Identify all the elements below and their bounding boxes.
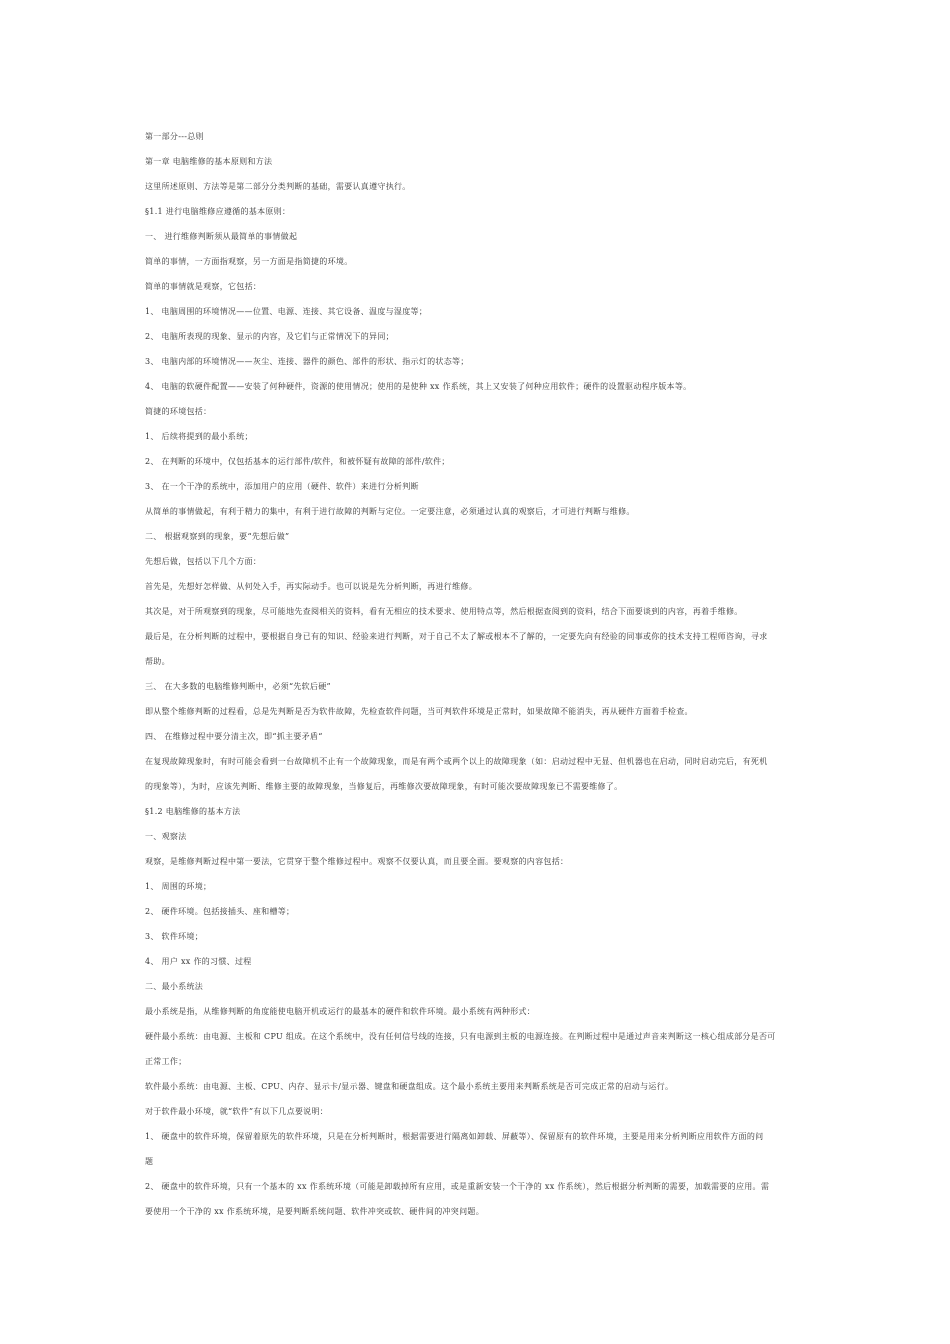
text-line: 二、最小系统法 xyxy=(145,982,204,991)
text-line: 简单的事情，一方面指观察，另一方面是指简捷的环境。 xyxy=(145,257,353,266)
text-line: 第一部分---总则 xyxy=(145,132,204,141)
text-line: 题 xyxy=(145,1157,154,1166)
text-line: 首先是，先想好怎样做、从何处入手，再实际动手。也可以说是先分析判断，再进行维修。 xyxy=(145,582,477,591)
text-line: 其次是，对于所观察到的现象，尽可能地先查阅相关的资料，看有无相应的技术要求、使用特点等，然后根据查阅到的资料，结合下面要谈到的内容，再着手维修。 xyxy=(145,607,743,616)
text-line: 一、观察法 xyxy=(145,832,187,841)
text-line: 简单的事情就是观察，它包括： xyxy=(145,282,262,291)
text-line: 正常工作； xyxy=(145,1057,187,1066)
text-line: 1、 后续将提到的最小系统； xyxy=(145,432,253,441)
text-line: 对于软件最小环境，就“软件”有以下几点要说明： xyxy=(145,1107,329,1116)
text-line: 在复现故障现象时，有时可能会看到一台故障机不止有一个故障现象，而是有两个或两个以上的故障现象（如：启动过程中无显、但机器也在启动，同时启动完后，有死机 xyxy=(145,757,768,766)
text-line: 第一章 电脑维修的基本原则和方法 xyxy=(145,157,273,166)
text-line: §1.2 电脑维修的基本方法 xyxy=(145,807,241,816)
text-line: 1、 电脑周围的环境情况——位置、电源、连接、其它设备、温度与湿度等； xyxy=(145,307,428,316)
text-line: 即从整个维修判断的过程看，总是先判断是否为软件故障，先检查软件问题，当可判软件环境是正常时，如果故障不能消失，再从硬件方面着手检查。 xyxy=(145,707,693,716)
text-line: 观察，是维修判断过程中第一要法，它贯穿于整个维修过程中。观察不仅要认真，而且要全面。要观察的内容包括： xyxy=(145,857,569,866)
text-line: 4、 用户 xx 作的习惯、过程 xyxy=(145,957,252,966)
text-line: 从简单的事情做起，有利于精力的集中，有利于进行故障的判断与定位。一定要注意，必须通过认真的观察后，才可进行判断与维修。 xyxy=(145,507,635,516)
text-line: 四、 在维修过程中要分清主次，即“抓主要矛盾“ xyxy=(145,732,323,741)
text-line: 3、 软件环境； xyxy=(145,932,204,941)
text-line: 2、 硬件环境。包括接插头、座和槽等； xyxy=(145,907,295,916)
text-line: 的现象等），为时，应该先判断、维修主要的故障现象，当修复后，再维修次要故障现象，有时可能次要故障现象已不需要维修了。 xyxy=(145,782,623,791)
text-line: 3、 在一个干净的系统中，添加用户的应用（硬件、软件）来进行分析判断 xyxy=(145,482,419,491)
text-line: 最后是，在分析判断的过程中，要根据自身已有的知识、经验来进行判断，对于自己不太了解或根本不了解的，一定要先向有经验的同事或你的技术支持工程师咨询，寻求 xyxy=(145,632,768,641)
text-line: 2、 硬盘中的软件环境，只有一个基本的 xx 作系统环境（可能是卸载掉所有应用，或是重新安装一个干净的 xx 作系统），然后根据分析判断的需要，加载需要的应用。需 xyxy=(145,1182,770,1191)
text-line: 二、 根据观察到的现象，要“先想后做” xyxy=(145,532,290,541)
text-line: 三、 在大多数的电脑维修判断中，必须“先软后硬” xyxy=(145,682,331,691)
text-line: 1、 硬盘中的软件环境，保留着原先的软件环境，只是在分析判断时，根据需要进行隔离如卸载、屏蔽等）、保留原有的软件环境，主要是用来分析判断应用软件方面的问 xyxy=(145,1132,764,1141)
text-line: 软件最小系统：由电源、主板、CPU、内存、显示卡/显示器、键盘和硬盘组成。这个最小系统主要用来判断系统是否可完成正常的启动与运行。 xyxy=(145,1082,674,1091)
text-line: 1、 周围的环境； xyxy=(145,882,212,891)
text-line: 简捷的环境包括： xyxy=(145,407,212,416)
text-line: 一、 进行维修判断须从最简单的事情做起 xyxy=(145,232,298,241)
text-line: 要使用一个干净的 xx 作系统环境，是要判断系统问题、软件冲突或软、硬件间的冲突问题。 xyxy=(145,1207,485,1216)
text-line: 3、 电脑内部的环境情况——灰尘、连接、器件的颜色、部件的形状、指示灯的状态等； xyxy=(145,357,469,366)
text-line: 2、 在判断的环境中，仅包括基本的运行部件/软件，和被怀疑有故障的部件/软件； xyxy=(145,457,450,466)
text-line: 先想后做，包括以下几个方面： xyxy=(145,557,262,566)
text-line: 2、 电脑所表现的现象、显示的内容，及它们与正常情况下的异同； xyxy=(145,332,394,341)
text-line: 最小系统是指，从维修判断的角度能使电脑开机或运行的最基本的硬件和软件环境。最小系统有两种形式： xyxy=(145,1007,536,1016)
text-line: 硬件最小系统：由电源、主板和 CPU 组成。在这个系统中，没有任何信号线的连接，只有电源到主板的电源连接。在判断过程中是通过声音来判断这一核心组成部分是否可 xyxy=(145,1032,776,1041)
text-line: 帮助。 xyxy=(145,657,170,666)
text-line: 这里所述原则、方法等是第二部分分类判断的基础，需要认真遵守执行。 xyxy=(145,182,411,191)
text-line: 4、 电脑的软硬件配置——安装了何种硬件，资源的使用情况；使用的是使种 xx 作系统，其上又安装了何种应用软件；硬件的设置驱动程序版本等。 xyxy=(145,382,692,391)
text-line: §1.1 进行电脑维修应遵循的基本原则： xyxy=(145,207,291,216)
